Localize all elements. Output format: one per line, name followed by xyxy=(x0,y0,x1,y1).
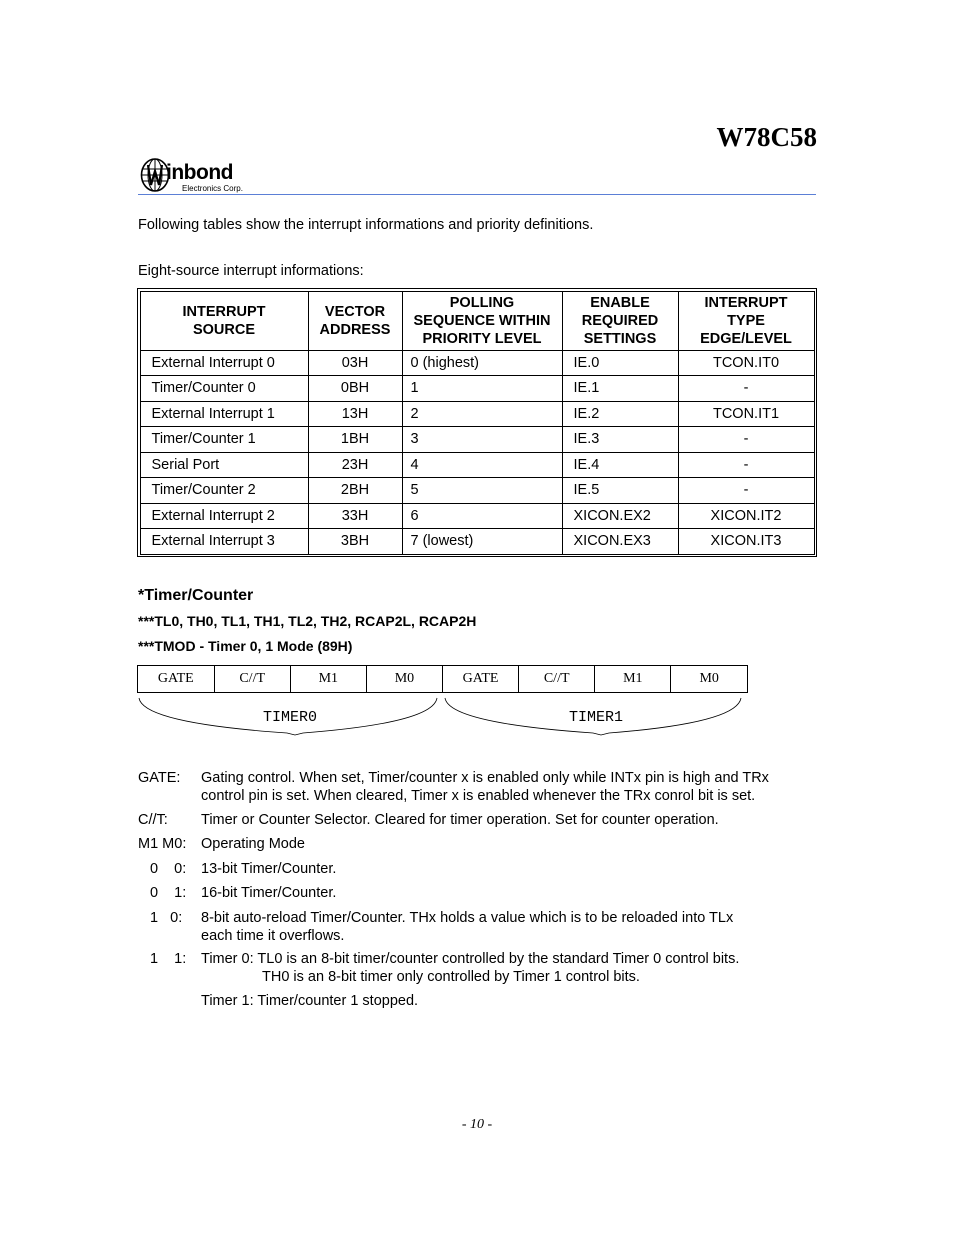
interrupt-table xyxy=(140,291,815,555)
cell-source: Timer/Counter 0 xyxy=(140,376,308,402)
tmod-register xyxy=(137,665,748,693)
mode-10-def-line1: 8-bit auto-reload Timer/Counter. THx holds a value which is to be reloaded into TLx xyxy=(201,910,734,926)
tmod-bit: C//T xyxy=(519,666,595,692)
cell-type: - xyxy=(678,452,814,478)
cell-vector: 0BH xyxy=(308,376,402,402)
tmod-bit: C//T xyxy=(214,666,290,692)
cell-polling: 3 xyxy=(402,427,562,453)
cell-vector: 1BH xyxy=(308,427,402,453)
cell-polling: 7 (lowest) xyxy=(402,529,562,555)
table-row xyxy=(140,350,814,376)
cell-enable: IE.1 xyxy=(562,376,678,402)
tmod-bit: M1 xyxy=(595,666,671,692)
gate-term: GATE: xyxy=(138,770,181,786)
cell-enable: IE.2 xyxy=(562,401,678,427)
header-enable-settings: ENABLE REQUIRED SETTINGS xyxy=(562,291,678,350)
cell-source: Timer/Counter 2 xyxy=(140,478,308,504)
cell-enable: IE.4 xyxy=(562,452,678,478)
table-header-row xyxy=(140,291,814,350)
cell-type: - xyxy=(678,427,814,453)
table-row xyxy=(140,376,814,402)
section-title: *Timer/Counter xyxy=(138,587,254,604)
cell-vector: 3BH xyxy=(308,529,402,555)
tmod-bit: GATE xyxy=(443,666,519,692)
cell-vector: 03H xyxy=(308,350,402,376)
cell-enable: XICON.EX3 xyxy=(562,529,678,555)
mode-00-def: 13-bit Timer/Counter. xyxy=(201,861,337,877)
part-number: W78C58 xyxy=(716,122,817,152)
cell-enable: IE.3 xyxy=(562,427,678,453)
cell-polling: 2 xyxy=(402,401,562,427)
gate-def-line2: control pin is set. When cleared, Timer x is enabled whenever the TRx conrol bit is set. xyxy=(201,788,756,804)
cell-type: - xyxy=(678,478,814,504)
mode-11-def-line2: TH0 is an 8-bit timer only controlled by Timer 1 control bits. xyxy=(262,969,640,985)
cell-vector: 33H xyxy=(308,503,402,529)
header-polling-sequence: POLLING SEQUENCE WITHIN PRIORITY LEVEL xyxy=(402,291,562,350)
cell-vector: 13H xyxy=(308,401,402,427)
cell-source: Serial Port xyxy=(140,452,308,478)
cell-polling: 6 xyxy=(402,503,562,529)
mode-10-def-line2: each time it overflows. xyxy=(201,928,345,944)
register-list: ***TL0, TH0, TL1, TH1, TL2, TH2, RCAP2L, RCAP2H xyxy=(138,613,477,629)
cell-type: TCON.IT1 xyxy=(678,401,814,427)
header-interrupt-source: INTERRUPT SOURCE xyxy=(140,291,308,350)
header-interrupt-type: INTERRUPT TYPE EDGE/LEVEL xyxy=(678,291,814,350)
table-row xyxy=(140,427,814,453)
cell-polling: 4 xyxy=(402,452,562,478)
cell-type: - xyxy=(678,376,814,402)
mode-10-bits: 1 0: xyxy=(150,910,183,926)
cell-source: Timer/Counter 1 xyxy=(140,427,308,453)
cell-source: External Interrupt 3 xyxy=(140,529,308,555)
cell-source: External Interrupt 2 xyxy=(140,503,308,529)
cell-enable: XICON.EX2 xyxy=(562,503,678,529)
cell-enable: IE.0 xyxy=(562,350,678,376)
winbond-logo xyxy=(140,157,260,197)
ct-term: C//T: xyxy=(138,812,168,828)
table-row xyxy=(140,529,814,555)
timer-group-braces xyxy=(137,695,747,741)
header-rule xyxy=(138,194,816,195)
cell-type: XICON.IT3 xyxy=(678,529,814,555)
cell-type: XICON.IT2 xyxy=(678,503,814,529)
tmod-heading: ***TMOD - Timer 0, 1 Mode (89H) xyxy=(138,638,353,654)
cell-polling: 1 xyxy=(402,376,562,402)
mode-term: M1 M0: xyxy=(138,836,187,852)
mode-00-bits: 0 0: xyxy=(150,861,187,877)
cell-vector: 2BH xyxy=(308,478,402,504)
table-row xyxy=(140,452,814,478)
interrupt-table-frame xyxy=(137,288,817,557)
tmod-bit: M0 xyxy=(366,666,442,692)
page-number: - 10 - xyxy=(461,1117,493,1132)
logo-subtitle: Electronics Corp. xyxy=(182,184,243,193)
mode-01-def: 16-bit Timer/Counter. xyxy=(201,885,337,901)
tmod-bit: M1 xyxy=(290,666,366,692)
gate-def-line1: Gating control. When set, Timer/counter x is enabled only while INTx pin is high and TRx xyxy=(201,770,769,786)
cell-enable: IE.5 xyxy=(562,478,678,504)
cell-vector: 23H xyxy=(308,452,402,478)
cell-polling: 0 (highest) xyxy=(402,350,562,376)
logo-wordmark: inbond xyxy=(166,161,233,184)
mode-def: Operating Mode xyxy=(201,836,305,852)
mode-11-bits: 1 1: xyxy=(150,951,187,967)
timer0-label: TIMER0 xyxy=(263,709,318,726)
mode-11-def-line1: Timer 0: TL0 is an 8-bit timer/counter controlled by the standard Timer 0 control bits. xyxy=(201,951,740,967)
tmod-bit-table xyxy=(138,666,747,692)
cell-source: External Interrupt 0 xyxy=(140,350,308,376)
intro-text: Following tables show the interrupt informations and priority definitions. xyxy=(138,217,594,233)
table-row xyxy=(140,401,814,427)
mode-01-bits: 0 1: xyxy=(150,885,187,901)
table-caption: Eight-source interrupt informations: xyxy=(138,263,364,279)
cell-source: External Interrupt 1 xyxy=(140,401,308,427)
ct-def: Timer or Counter Selector. Cleared for timer operation. Set for counter operation. xyxy=(201,812,719,828)
header-vector-address: VECTOR ADDRESS xyxy=(308,291,402,350)
table-row xyxy=(140,503,814,529)
table-row xyxy=(140,478,814,504)
mode-11-def-line3: Timer 1: Timer/counter 1 stopped. xyxy=(201,993,419,1009)
tmod-bit: M0 xyxy=(671,666,747,692)
cell-type: TCON.IT0 xyxy=(678,350,814,376)
tmod-bit: GATE xyxy=(157,671,194,686)
timer1-label: TIMER1 xyxy=(569,709,624,726)
cell-polling: 5 xyxy=(402,478,562,504)
